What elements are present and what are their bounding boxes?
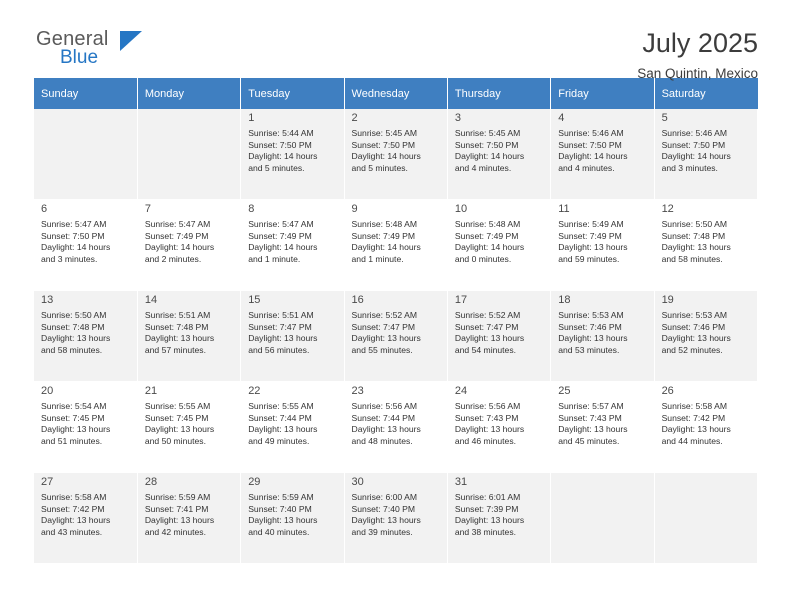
day-info-line: Sunrise: 5:47 AM [41,219,107,229]
calendar-day-cell[interactable] [34,291,137,382]
weekday-header-thursday: Thursday [447,78,550,109]
day-info-line: Sunset: 7:44 PM [351,412,416,423]
logo [34,28,156,68]
day-number: 3 [454,112,461,124]
day-info-line: Sunrise: 5:59 AM [144,492,211,502]
day-info-line: Sunrise: 6:00 AM [351,492,417,502]
day-info-line: Sunset: 7:49 PM [248,230,312,241]
day-info-line: Sunset: 7:50 PM [248,139,312,150]
calendar-day-cell[interactable] [344,200,447,291]
day-info-line: Sunset: 7:40 PM [351,503,416,514]
day-info-line: Daylight: 14 hours [351,242,421,253]
day-info-line: Sunset: 7:49 PM [144,230,209,241]
calendar-day-cell[interactable] [551,382,654,473]
day-number: 17 [454,294,468,306]
day-number: 28 [144,476,158,488]
day-info-line: Sunset: 7:49 PM [558,230,622,241]
day-info-line: and 0 minutes. [454,253,512,264]
day-number: 27 [41,476,54,488]
calendar-day-cell[interactable] [137,200,240,291]
day-info-line: Daylight: 13 hours [351,515,421,526]
weekday-header-wednesday: Wednesday [344,78,447,109]
day-info-line: and 40 minutes. [248,526,310,537]
calendar-day-cell-empty [551,473,654,564]
calendar-day-cell[interactable] [241,382,344,473]
day-info-line: Sunset: 7:43 PM [454,412,519,423]
day-info-line: Daylight: 13 hours [454,333,525,344]
day-info-line: Sunrise: 5:57 AM [558,401,624,411]
day-info-line: Sunset: 7:44 PM [248,412,312,423]
calendar-day-cell[interactable] [447,291,550,382]
day-info-line: Sunrise: 5:53 AM [661,310,728,320]
day-info-line: and 46 minutes. [454,435,517,446]
day-info-line: Sunrise: 5:48 AM [351,219,417,229]
day-info-line: Sunrise: 5:50 AM [661,219,728,229]
day-info-line: and 42 minutes. [144,526,206,537]
day-info-line: and 38 minutes. [454,526,517,537]
logo-primary-text: General [36,28,109,50]
calendar-day-cell[interactable] [654,291,757,382]
day-number: 20 [41,385,54,397]
day-info-line: Sunset: 7:49 PM [454,230,519,241]
day-info-line: Sunrise: 5:49 AM [558,219,624,229]
day-info-line: Daylight: 13 hours [558,242,628,253]
day-info-line: and 52 minutes. [661,344,723,355]
calendar-day-cell[interactable] [344,109,447,200]
day-info-line: Daylight: 13 hours [144,424,215,435]
day-info-line: and 43 minutes. [41,526,103,537]
day-number: 2 [351,112,358,124]
day-number: 9 [351,203,358,215]
day-info-line: Daylight: 14 hours [454,242,525,253]
day-number: 26 [661,385,674,397]
day-number: 6 [41,203,48,215]
day-info-line: Sunrise: 5:59 AM [248,492,314,502]
calendar-day-cell[interactable] [447,109,550,200]
day-info-line: Daylight: 13 hours [41,424,111,435]
day-info-line: and 58 minutes. [41,344,103,355]
day-info-line: Sunset: 7:49 PM [351,230,416,241]
calendar-week-row [34,200,758,291]
day-info-line: Sunset: 7:45 PM [144,412,209,423]
day-number: 8 [248,203,255,215]
day-info-line: Daylight: 13 hours [351,333,421,344]
day-number: 21 [144,385,158,397]
day-info-line: Daylight: 13 hours [41,333,111,344]
calendar-body [34,109,758,564]
calendar-week-row [34,109,758,200]
day-info-line: and 55 minutes. [351,344,413,355]
weekday-header-friday: Friday [551,78,654,109]
day-number: 13 [41,294,54,306]
calendar-day-cell-empty [654,473,757,564]
day-info-line: Sunrise: 5:56 AM [454,401,521,411]
day-number: 12 [661,203,674,215]
calendar-day-cell[interactable] [344,291,447,382]
day-info-line: Daylight: 13 hours [248,515,318,526]
day-info-line: Daylight: 13 hours [454,424,525,435]
day-number: 31 [454,476,468,488]
day-info-line: Sunrise: 5:51 AM [248,310,314,320]
day-info-line: Daylight: 14 hours [558,151,628,162]
day-info-line: Sunrise: 5:56 AM [351,401,417,411]
day-number: 1 [248,112,255,124]
day-info-line: and 59 minutes. [558,253,620,264]
day-info-line: and 5 minutes. [248,162,305,173]
page-subtitle: San Quintin, Mexico [637,66,758,81]
day-info-line: and 5 minutes. [351,162,408,173]
day-info-line: Sunrise: 5:48 AM [454,219,521,229]
day-info-line: Sunrise: 5:46 AM [558,128,624,138]
day-info-line: Sunrise: 5:52 AM [454,310,521,320]
day-info-line: and 4 minutes. [454,162,512,173]
day-info-line: Sunset: 7:47 PM [248,321,312,332]
day-number: 7 [144,203,151,215]
day-info-line: Sunrise: 5:55 AM [248,401,314,411]
calendar-day-cell[interactable] [137,291,240,382]
calendar-day-cell[interactable] [34,382,137,473]
day-info-line: and 58 minutes. [661,253,723,264]
calendar-day-cell[interactable] [447,200,550,291]
day-number: 15 [248,294,261,306]
day-number: 5 [661,112,668,124]
calendar-day-cell[interactable] [241,200,344,291]
calendar-table [34,78,758,564]
day-info-line: Sunrise: 5:54 AM [41,401,107,411]
day-info-line: Sunset: 7:48 PM [661,230,726,241]
day-number: 19 [661,294,674,306]
calendar-day-cell[interactable] [551,109,654,200]
calendar-day-cell[interactable] [447,382,550,473]
calendar-day-cell[interactable] [551,200,654,291]
calendar-day-cell[interactable] [344,382,447,473]
day-number: 22 [248,385,261,397]
day-info-line: Daylight: 13 hours [144,333,215,344]
day-info-line: Daylight: 14 hours [248,242,318,253]
day-info-line: Sunset: 7:40 PM [248,503,312,514]
day-info-line: Sunset: 7:48 PM [41,321,105,332]
calendar-week-row [34,382,758,473]
day-info-line: and 1 minute. [351,253,404,264]
day-info-line: and 45 minutes. [558,435,620,446]
day-info-line: Sunrise: 5:45 AM [454,128,521,138]
day-info-line: Sunset: 7:50 PM [351,139,416,150]
logo-secondary-text: Blue [60,47,99,68]
day-number: 30 [351,476,364,488]
day-info-line: and 50 minutes. [144,435,206,446]
day-info-line: Daylight: 13 hours [558,424,628,435]
day-info-line: and 39 minutes. [351,526,413,537]
day-info-line: and 3 minutes. [41,253,98,264]
day-info-line: Sunrise: 5:47 AM [144,219,211,229]
day-info-line: Daylight: 14 hours [248,151,318,162]
day-info-line: Daylight: 13 hours [41,515,111,526]
day-info-line: Sunrise: 5:44 AM [248,128,314,138]
calendar-day-cell[interactable] [447,473,550,564]
day-info-line: Sunset: 7:47 PM [351,321,416,332]
day-info-line: Sunset: 7:42 PM [41,503,105,514]
calendar-week-row [34,291,758,382]
day-info-line: Daylight: 13 hours [661,424,731,435]
day-info-line: Sunset: 7:46 PM [661,321,726,332]
day-info-line: Daylight: 13 hours [661,333,731,344]
page-header [34,0,758,81]
calendar-day-cell-empty [137,109,240,200]
day-info-line: Sunset: 7:46 PM [558,321,622,332]
calendar-day-cell[interactable] [137,382,240,473]
day-info-line: and 4 minutes. [558,162,615,173]
day-info-line: Sunrise: 5:58 AM [661,401,728,411]
day-info-line: Sunset: 7:42 PM [661,412,726,423]
calendar-day-cell[interactable] [241,473,344,564]
day-number: 29 [248,476,261,488]
day-info-line: Sunset: 7:48 PM [144,321,209,332]
day-info-line: Sunset: 7:39 PM [454,503,519,514]
day-number: 24 [454,385,468,397]
calendar-day-cell[interactable] [137,473,240,564]
day-info-line: Sunrise: 5:47 AM [248,219,314,229]
day-info-line: and 2 minutes. [144,253,202,264]
calendar-day-cell[interactable] [34,200,137,291]
day-info-line: Sunrise: 5:45 AM [351,128,417,138]
day-number: 11 [558,203,570,215]
day-number: 14 [144,294,158,306]
day-info-line: Daylight: 13 hours [661,242,731,253]
day-info-line: Daylight: 13 hours [248,333,318,344]
day-info-line: Sunset: 7:50 PM [41,230,105,241]
weekday-header-saturday: Saturday [654,78,757,109]
day-info-line: Daylight: 13 hours [248,424,318,435]
day-number: 18 [558,294,571,306]
day-info-line: Sunrise: 5:52 AM [351,310,417,320]
day-info-line: Sunset: 7:47 PM [454,321,519,332]
calendar-day-cell-empty [34,109,137,200]
calendar-day-cell[interactable] [34,473,137,564]
day-info-line: Daylight: 13 hours [558,333,628,344]
day-info-line: and 1 minute. [248,253,301,264]
weekday-header-sunday: Sunday [34,78,137,109]
day-info-line: Daylight: 13 hours [454,515,525,526]
day-number: 4 [558,112,565,124]
title-block [637,28,758,81]
weekday-header-tuesday: Tuesday [241,78,344,109]
day-info-line: Daylight: 14 hours [454,151,525,162]
calendar-day-cell[interactable] [654,200,757,291]
day-info-line: and 56 minutes. [248,344,310,355]
day-info-line: Sunset: 7:41 PM [144,503,209,514]
weekday-header-monday: Monday [137,78,240,109]
calendar-day-cell[interactable] [241,291,344,382]
triangle-logo-icon [120,31,142,51]
calendar-day-cell[interactable] [344,473,447,564]
day-number: 16 [351,294,364,306]
day-info-line: and 54 minutes. [454,344,517,355]
day-info-line: and 51 minutes. [41,435,103,446]
calendar-day-cell[interactable] [654,109,757,200]
day-number: 10 [454,203,468,215]
day-info-line: Sunset: 7:50 PM [661,139,726,150]
day-info-line: Sunrise: 5:55 AM [144,401,211,411]
day-info-line: Sunset: 7:43 PM [558,412,622,423]
page-title: July 2025 [642,28,758,58]
day-info-line: and 53 minutes. [558,344,620,355]
day-info-line: Daylight: 14 hours [41,242,111,253]
day-info-line: Sunrise: 5:46 AM [661,128,728,138]
day-info-line: Daylight: 14 hours [661,151,731,162]
day-info-line: Sunrise: 6:01 AM [454,492,521,502]
day-info-line: Daylight: 14 hours [144,242,215,253]
calendar-day-cell[interactable] [241,109,344,200]
calendar-week-row [34,473,758,564]
day-info-line: and 49 minutes. [248,435,310,446]
day-info-line: and 3 minutes. [661,162,718,173]
day-info-line: Sunset: 7:45 PM [41,412,105,423]
day-info-line: Daylight: 13 hours [144,515,215,526]
day-info-line: Sunset: 7:50 PM [454,139,519,150]
day-number: 25 [558,385,571,397]
day-info-line: and 44 minutes. [661,435,723,446]
calendar-header-row [34,78,758,109]
day-info-line: Daylight: 13 hours [351,424,421,435]
day-info-line: Sunset: 7:50 PM [558,139,622,150]
day-info-line: Sunrise: 5:53 AM [558,310,624,320]
day-info-line: Sunrise: 5:50 AM [41,310,107,320]
day-info-line: Sunrise: 5:51 AM [144,310,211,320]
day-info-line: Daylight: 14 hours [351,151,421,162]
day-number: 23 [351,385,364,397]
calendar-day-cell[interactable] [654,382,757,473]
day-info-line: and 57 minutes. [144,344,206,355]
day-info-line: Sunrise: 5:58 AM [41,492,107,502]
day-info-line: and 48 minutes. [351,435,413,446]
calendar-day-cell[interactable] [551,291,654,382]
